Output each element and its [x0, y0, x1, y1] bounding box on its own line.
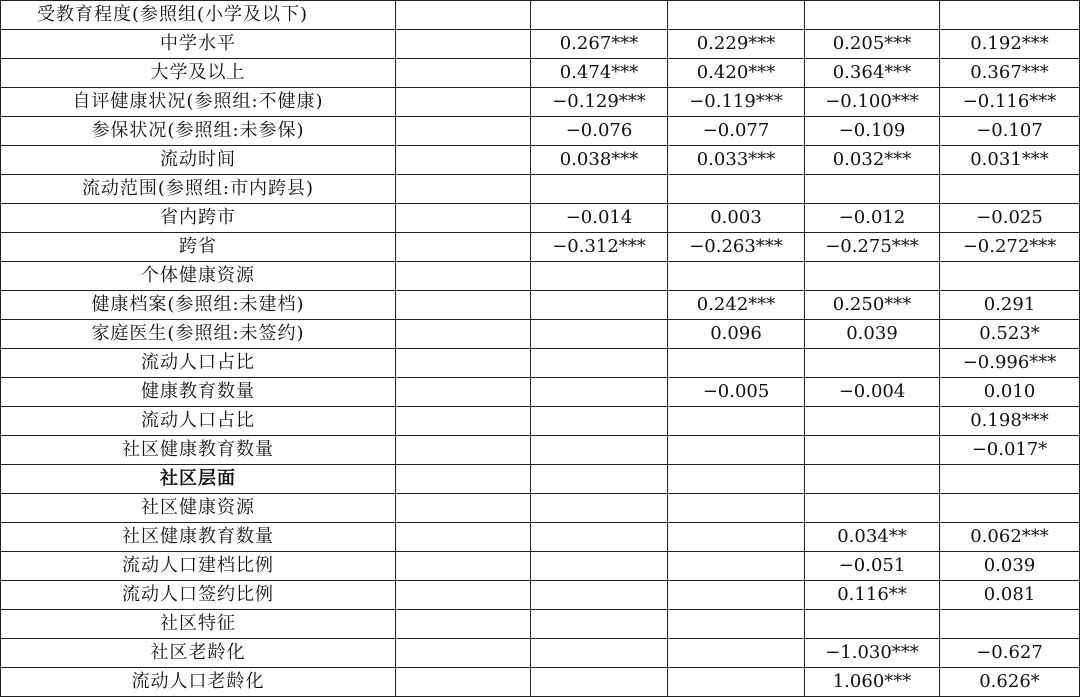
coefficient-cell	[531, 552, 668, 581]
empty-cell	[396, 262, 531, 291]
coefficient-cell: 1.060***	[805, 668, 940, 697]
table-row	[1, 639, 1080, 668]
coefficient-cell	[668, 262, 805, 291]
row-label: 流动人口签约比例	[1, 581, 396, 610]
row-label: 大学及以上	[1, 59, 396, 88]
coefficient-cell	[940, 1, 1080, 30]
empty-cell	[396, 175, 531, 204]
coefficient-cell: 0.038***	[531, 146, 668, 175]
empty-cell	[396, 436, 531, 465]
coefficient-cell: 0.039	[805, 320, 940, 349]
coefficient-cell	[668, 175, 805, 204]
row-label: 流动人口占比	[1, 407, 396, 436]
coefficient-cell: −0.272***	[940, 233, 1080, 262]
empty-cell	[396, 204, 531, 233]
coefficient-cell: 0.420***	[668, 59, 805, 88]
coefficient-cell: 0.364***	[805, 59, 940, 88]
coefficient-cell	[805, 1, 940, 30]
coefficient-cell	[668, 494, 805, 523]
coefficient-cell	[531, 610, 668, 639]
coefficient-cell: 0.039	[940, 552, 1080, 581]
row-label: 健康教育数量	[1, 378, 396, 407]
coefficient-cell: −0.017*	[940, 436, 1080, 465]
empty-cell	[396, 233, 531, 262]
coefficient-cell: −0.263***	[668, 233, 805, 262]
row-label: 家庭医生(参照组:未签约)	[1, 320, 396, 349]
coefficient-cell: −0.076	[531, 117, 668, 146]
coefficient-cell: 0.116**	[805, 581, 940, 610]
empty-cell	[396, 1, 531, 30]
empty-cell	[396, 117, 531, 146]
empty-cell	[396, 668, 531, 697]
empty-cell	[396, 639, 531, 668]
empty-cell	[396, 88, 531, 117]
coefficient-cell: 0.367***	[940, 59, 1080, 88]
coefficient-cell	[531, 436, 668, 465]
row-label: 社区健康资源	[1, 494, 396, 523]
coefficient-cell: 0.229***	[668, 30, 805, 59]
row-label: 流动人口建档比例	[1, 552, 396, 581]
coefficient-cell	[531, 1, 668, 30]
coefficient-cell	[805, 262, 940, 291]
coefficient-cell	[805, 465, 940, 494]
table-row	[1, 378, 1080, 407]
coefficient-cell	[805, 436, 940, 465]
coefficient-cell: −0.312***	[531, 233, 668, 262]
coefficient-cell: −0.100***	[805, 88, 940, 117]
empty-cell	[396, 320, 531, 349]
empty-cell	[396, 494, 531, 523]
table-row	[1, 262, 1080, 291]
table-row	[1, 233, 1080, 262]
coefficient-cell: 0.198***	[940, 407, 1080, 436]
row-label: 流动人口占比	[1, 349, 396, 378]
row-label: 社区老龄化	[1, 639, 396, 668]
table-row	[1, 146, 1080, 175]
table-row	[1, 407, 1080, 436]
coefficient-cell: −0.129***	[531, 88, 668, 117]
row-label: 自评健康状况(参照组:不健康)	[1, 88, 396, 117]
table-row	[1, 88, 1080, 117]
coefficient-cell: −0.109	[805, 117, 940, 146]
coefficient-cell	[805, 494, 940, 523]
table-row	[1, 117, 1080, 146]
coefficient-cell	[531, 320, 668, 349]
coefficient-cell	[668, 639, 805, 668]
coefficient-cell	[668, 610, 805, 639]
coefficient-cell	[668, 436, 805, 465]
empty-cell	[396, 30, 531, 59]
table-row	[1, 349, 1080, 378]
coefficient-cell	[531, 407, 668, 436]
coefficient-cell	[668, 668, 805, 697]
table-body	[1, 1, 1080, 697]
coefficient-cell: −0.014	[531, 204, 668, 233]
coefficient-cell: 0.031***	[940, 146, 1080, 175]
coefficient-cell: 0.250***	[805, 291, 940, 320]
coefficient-cell: −0.005	[668, 378, 805, 407]
coefficient-cell: 0.626*	[940, 668, 1080, 697]
empty-cell	[396, 59, 531, 88]
coefficient-cell	[668, 523, 805, 552]
coefficient-cell	[940, 262, 1080, 291]
coefficient-cell: 0.034**	[805, 523, 940, 552]
coefficient-cell: 0.192***	[940, 30, 1080, 59]
coefficient-cell: 0.474***	[531, 59, 668, 88]
coefficient-cell: 0.032***	[805, 146, 940, 175]
coefficient-cell	[531, 175, 668, 204]
row-label: 流动人口老龄化	[1, 668, 396, 697]
table-row	[1, 1, 1080, 30]
coefficient-cell: 0.267***	[531, 30, 668, 59]
coefficient-cell	[940, 175, 1080, 204]
coefficient-cell: −0.275***	[805, 233, 940, 262]
coefficient-cell: 0.523*	[940, 320, 1080, 349]
row-label: 个体健康资源	[1, 262, 396, 291]
coefficient-cell: −1.030***	[805, 639, 940, 668]
empty-cell	[396, 523, 531, 552]
coefficient-cell	[940, 610, 1080, 639]
row-label: 社区健康教育数量	[1, 436, 396, 465]
row-label: 社区特征	[1, 610, 396, 639]
empty-cell	[396, 610, 531, 639]
row-label: 健康档案(参照组:未建档)	[1, 291, 396, 320]
coefficient-cell	[668, 349, 805, 378]
coefficient-cell: 0.010	[940, 378, 1080, 407]
table-row	[1, 320, 1080, 349]
row-label: 社区健康教育数量	[1, 523, 396, 552]
coefficient-cell	[531, 465, 668, 494]
coefficient-cell	[668, 1, 805, 30]
coefficient-cell	[531, 291, 668, 320]
coefficient-cell	[531, 378, 668, 407]
coefficient-cell	[805, 610, 940, 639]
coefficient-cell: −0.116***	[940, 88, 1080, 117]
coefficient-cell: 0.242***	[668, 291, 805, 320]
coefficient-cell	[668, 581, 805, 610]
coefficient-cell: −0.025	[940, 204, 1080, 233]
empty-cell	[396, 378, 531, 407]
coefficient-cell	[668, 465, 805, 494]
coefficient-cell: 0.096	[668, 320, 805, 349]
row-label: 流动时间	[1, 146, 396, 175]
coefficient-cell	[531, 349, 668, 378]
row-label: 参保状况(参照组:未参保)	[1, 117, 396, 146]
table-row	[1, 668, 1080, 697]
coefficient-cell	[531, 639, 668, 668]
coefficient-cell: −0.119***	[668, 88, 805, 117]
table-row	[1, 581, 1080, 610]
table-row	[1, 175, 1080, 204]
coefficient-cell: 0.205***	[805, 30, 940, 59]
coefficient-cell	[531, 581, 668, 610]
coefficient-cell	[531, 494, 668, 523]
coefficient-cell: 0.003	[668, 204, 805, 233]
table-row	[1, 436, 1080, 465]
table-row	[1, 204, 1080, 233]
empty-cell	[396, 407, 531, 436]
table-row	[1, 291, 1080, 320]
coefficient-cell	[940, 465, 1080, 494]
coefficient-cell: −0.107	[940, 117, 1080, 146]
coefficient-cell	[668, 552, 805, 581]
empty-cell	[396, 581, 531, 610]
row-label: 流动范围(参照组:市内跨县)	[1, 175, 396, 204]
row-label: 中学水平	[1, 30, 396, 59]
coefficient-cell	[805, 349, 940, 378]
table-row	[1, 30, 1080, 59]
coefficient-cell	[668, 407, 805, 436]
table-row	[1, 523, 1080, 552]
coefficient-cell: 0.062***	[940, 523, 1080, 552]
row-label: 省内跨市	[1, 204, 396, 233]
empty-cell	[396, 465, 531, 494]
coefficient-cell	[531, 523, 668, 552]
table-row	[1, 610, 1080, 639]
coefficient-cell: −0.996***	[940, 349, 1080, 378]
table-row	[1, 494, 1080, 523]
coefficient-cell: 0.081	[940, 581, 1080, 610]
coefficient-cell: 0.291	[940, 291, 1080, 320]
coefficient-cell: −0.627	[940, 639, 1080, 668]
table-row	[1, 59, 1080, 88]
coefficient-cell: −0.012	[805, 204, 940, 233]
coefficient-cell	[805, 407, 940, 436]
coefficient-cell	[531, 668, 668, 697]
empty-cell	[396, 146, 531, 175]
coefficient-cell: 0.033***	[668, 146, 805, 175]
table-row	[1, 465, 1080, 494]
row-label: 社区层面	[1, 465, 396, 494]
empty-cell	[396, 291, 531, 320]
coefficient-cell: −0.077	[668, 117, 805, 146]
coefficient-cell: −0.004	[805, 378, 940, 407]
empty-cell	[396, 349, 531, 378]
table-row	[1, 552, 1080, 581]
empty-cell	[396, 552, 531, 581]
coefficient-cell	[531, 262, 668, 291]
coefficient-cell: −0.051	[805, 552, 940, 581]
row-label: 受教育程度(参照组(小学及以下)	[1, 1, 396, 30]
coefficient-cell	[805, 175, 940, 204]
row-label: 跨省	[1, 233, 396, 262]
coefficient-cell	[940, 494, 1080, 523]
